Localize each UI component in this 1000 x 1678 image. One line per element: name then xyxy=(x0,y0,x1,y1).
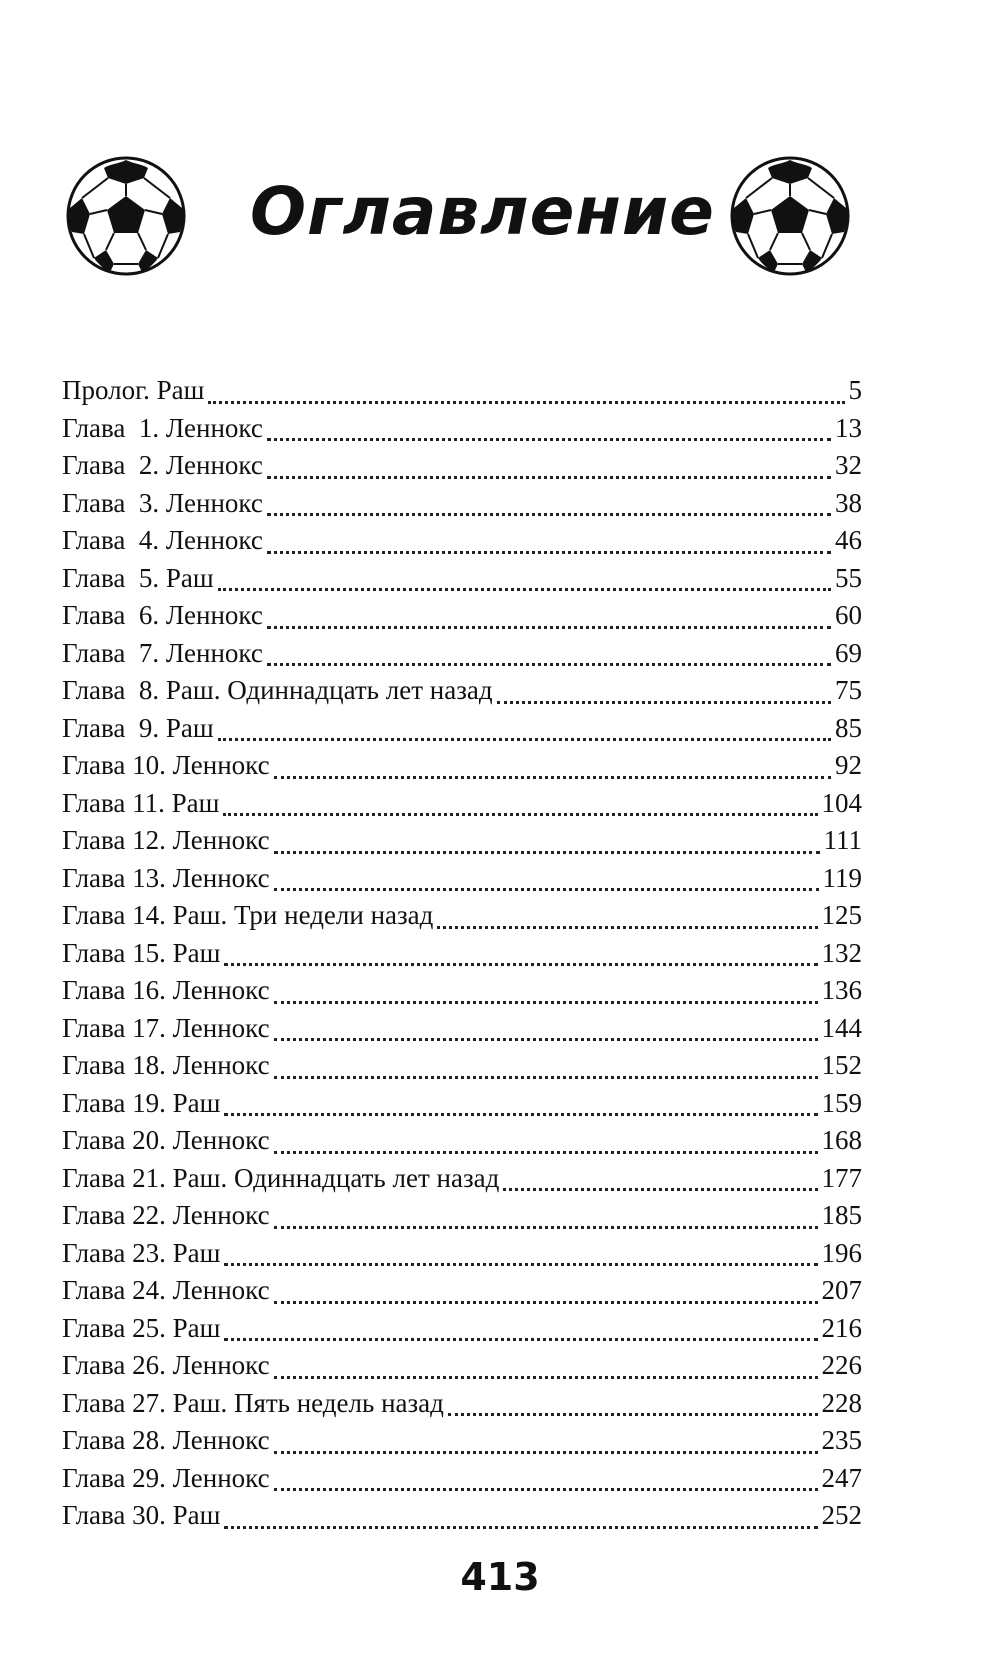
toc-entry[interactable] xyxy=(62,825,862,863)
toc-entry[interactable] xyxy=(62,1088,862,1126)
toc-entry-title: Глава 21. Раш. Одиннадцать лет назад xyxy=(62,1162,500,1193)
toc-entry[interactable] xyxy=(62,1463,862,1501)
toc-entry-page: 207 xyxy=(821,1275,862,1305)
toc-entry[interactable] xyxy=(62,1238,862,1276)
dot-leader xyxy=(274,1076,818,1079)
toc-entry[interactable] xyxy=(62,1050,862,1088)
toc-entry[interactable] xyxy=(62,713,862,751)
page-header xyxy=(0,140,1000,290)
table-of-contents xyxy=(62,375,862,1538)
dot-leader xyxy=(223,813,817,816)
toc-entry[interactable] xyxy=(62,975,862,1013)
dot-leader xyxy=(274,1376,818,1379)
dot-leader xyxy=(267,626,831,629)
toc-entry-title: Глава 4. Леннокс xyxy=(62,525,263,555)
dot-leader xyxy=(267,551,831,554)
toc-entry-page: 38 xyxy=(835,487,862,518)
toc-entry[interactable] xyxy=(62,1350,862,1388)
toc-entry-page: 132 xyxy=(821,937,862,968)
toc-entry[interactable] xyxy=(62,750,862,788)
dot-leader xyxy=(267,513,831,516)
dot-leader xyxy=(274,1038,818,1041)
toc-entry[interactable] xyxy=(62,1500,862,1538)
toc-entry-title: Глава 18. Леннокс xyxy=(62,1050,270,1080)
toc-entry-title: Глава 29. Леннокс xyxy=(62,1462,270,1493)
dot-leader xyxy=(218,588,831,591)
toc-entry-page: 247 xyxy=(821,1462,862,1493)
toc-entry-page: 60 xyxy=(835,600,862,630)
dot-leader xyxy=(267,438,831,441)
toc-entry-title: Глава 25. Раш xyxy=(62,1312,221,1343)
dot-leader xyxy=(267,476,831,479)
toc-entry[interactable] xyxy=(62,525,862,563)
toc-entry-page: 144 xyxy=(821,1012,862,1043)
toc-entry-title: Глава 7. Леннокс xyxy=(62,637,263,668)
dot-leader xyxy=(274,851,820,854)
toc-entry-page: 85 xyxy=(835,712,862,743)
toc-entry[interactable] xyxy=(62,1275,862,1313)
toc-entry-page: 111 xyxy=(823,825,862,855)
toc-entry[interactable] xyxy=(62,1013,862,1051)
dot-leader xyxy=(224,1263,817,1266)
toc-entry-page: 104 xyxy=(821,787,862,818)
toc-entry-title: Глава 8. Раш. Одиннадцать лет назад xyxy=(62,675,493,705)
toc-entry[interactable] xyxy=(62,638,862,676)
toc-entry-title: Глава 22. Леннокс xyxy=(62,1200,270,1230)
toc-entry-page: 69 xyxy=(835,637,862,668)
toc-entry-title: Глава 3. Леннокс xyxy=(62,487,263,518)
dot-leader xyxy=(274,1226,818,1229)
toc-entry-title: Глава 26. Леннокс xyxy=(62,1350,270,1380)
toc-entry-page: 92 xyxy=(835,750,862,780)
toc-entry-page: 252 xyxy=(821,1500,862,1530)
soccer-ball-icon xyxy=(728,154,852,278)
toc-entry-page: 55 xyxy=(835,562,862,593)
toc-entry-page: 185 xyxy=(821,1200,862,1230)
toc-entry[interactable] xyxy=(62,1388,862,1426)
toc-entry[interactable] xyxy=(62,563,862,601)
toc-entry[interactable] xyxy=(62,375,862,413)
toc-entry[interactable] xyxy=(62,675,862,713)
toc-entry-page: 46 xyxy=(835,525,862,555)
toc-entry-page: 5 xyxy=(848,375,862,405)
toc-entry-page: 235 xyxy=(821,1425,862,1455)
dot-leader xyxy=(437,926,817,929)
toc-entry-page: 196 xyxy=(821,1237,862,1268)
dot-leader xyxy=(224,1113,817,1116)
toc-entry-title: Глава 23. Раш xyxy=(62,1237,221,1268)
page-title: Оглавление xyxy=(250,173,715,250)
dot-leader xyxy=(274,1301,818,1304)
toc-entry-page: 119 xyxy=(822,862,862,893)
toc-entry-title: Глава 19. Раш xyxy=(62,1087,221,1118)
toc-entry-page: 168 xyxy=(821,1125,862,1155)
dot-leader xyxy=(224,963,817,966)
toc-entry-title: Глава 6. Леннокс xyxy=(62,600,263,630)
toc-entry-title: Глава 2. Леннокс xyxy=(62,450,263,480)
dot-leader xyxy=(274,888,819,891)
toc-entry[interactable] xyxy=(62,863,862,901)
toc-entry-title: Глава 15. Раш xyxy=(62,937,221,968)
toc-entry[interactable] xyxy=(62,1163,862,1201)
toc-entry-page: 152 xyxy=(821,1050,862,1080)
toc-entry-page: 216 xyxy=(821,1312,862,1343)
toc-entry-page: 125 xyxy=(821,900,862,930)
toc-entry-title: Глава 24. Леннокс xyxy=(62,1275,270,1305)
toc-entry[interactable] xyxy=(62,1200,862,1238)
toc-entry-title: Глава 1. Леннокс xyxy=(62,412,263,443)
page-number: 413 xyxy=(460,1555,540,1599)
toc-entry-title: Глава 13. Леннокс xyxy=(62,862,270,893)
dot-leader xyxy=(497,701,831,704)
toc-entry[interactable] xyxy=(62,938,862,976)
dot-leader xyxy=(274,1488,818,1491)
toc-entry[interactable] xyxy=(62,1313,862,1351)
dot-leader xyxy=(274,1451,818,1454)
toc-entry-title: Глава 12. Леннокс xyxy=(62,825,270,855)
toc-entry-page: 177 xyxy=(821,1162,862,1193)
dot-leader xyxy=(218,738,831,741)
toc-entry-title: Глава 10. Леннокс xyxy=(62,750,270,780)
toc-entry-title: Глава 16. Леннокс xyxy=(62,975,270,1005)
dot-leader xyxy=(274,1001,818,1004)
toc-entry-title: Глава 27. Раш. Пять недель назад xyxy=(62,1387,444,1418)
toc-entry-page: 226 xyxy=(821,1350,862,1380)
toc-entry[interactable] xyxy=(62,1125,862,1163)
dot-leader xyxy=(267,663,831,666)
toc-entry[interactable] xyxy=(62,488,862,526)
dot-leader xyxy=(503,1188,817,1191)
toc-entry-title: Глава 17. Леннокс xyxy=(62,1012,270,1043)
toc-entry[interactable] xyxy=(62,600,862,638)
dot-leader xyxy=(274,1151,818,1154)
toc-entry-title: Глава 30. Раш xyxy=(62,1500,221,1530)
dot-leader xyxy=(208,401,844,404)
toc-entry-title: Глава 14. Раш. Три недели назад xyxy=(62,900,434,930)
toc-entry-page: 32 xyxy=(835,450,862,480)
toc-entry-page: 159 xyxy=(821,1087,862,1118)
toc-entry[interactable] xyxy=(62,413,862,451)
toc-entry-title: Глава 28. Леннокс xyxy=(62,1425,270,1455)
toc-entry-page: 136 xyxy=(821,975,862,1005)
dot-leader xyxy=(448,1413,818,1416)
dot-leader xyxy=(224,1526,817,1529)
toc-entry-title: Глава 5. Раш xyxy=(62,562,214,593)
soccer-ball-icon xyxy=(64,154,188,278)
toc-entry-page: 228 xyxy=(821,1387,862,1418)
toc-entry[interactable] xyxy=(62,1425,862,1463)
toc-entry-title: Глава 11. Раш xyxy=(62,787,220,818)
toc-entry-page: 75 xyxy=(835,675,862,705)
toc-entry[interactable] xyxy=(62,450,862,488)
toc-entry-title: Глава 20. Леннокс xyxy=(62,1125,270,1155)
toc-entry-page: 13 xyxy=(835,412,862,443)
dot-leader xyxy=(224,1338,817,1341)
dot-leader xyxy=(274,776,831,779)
toc-entry-title: Глава 9. Раш xyxy=(62,712,214,743)
toc-entry[interactable] xyxy=(62,788,862,826)
toc-entry-title: Пролог. Раш xyxy=(62,375,205,405)
toc-entry[interactable] xyxy=(62,900,862,938)
